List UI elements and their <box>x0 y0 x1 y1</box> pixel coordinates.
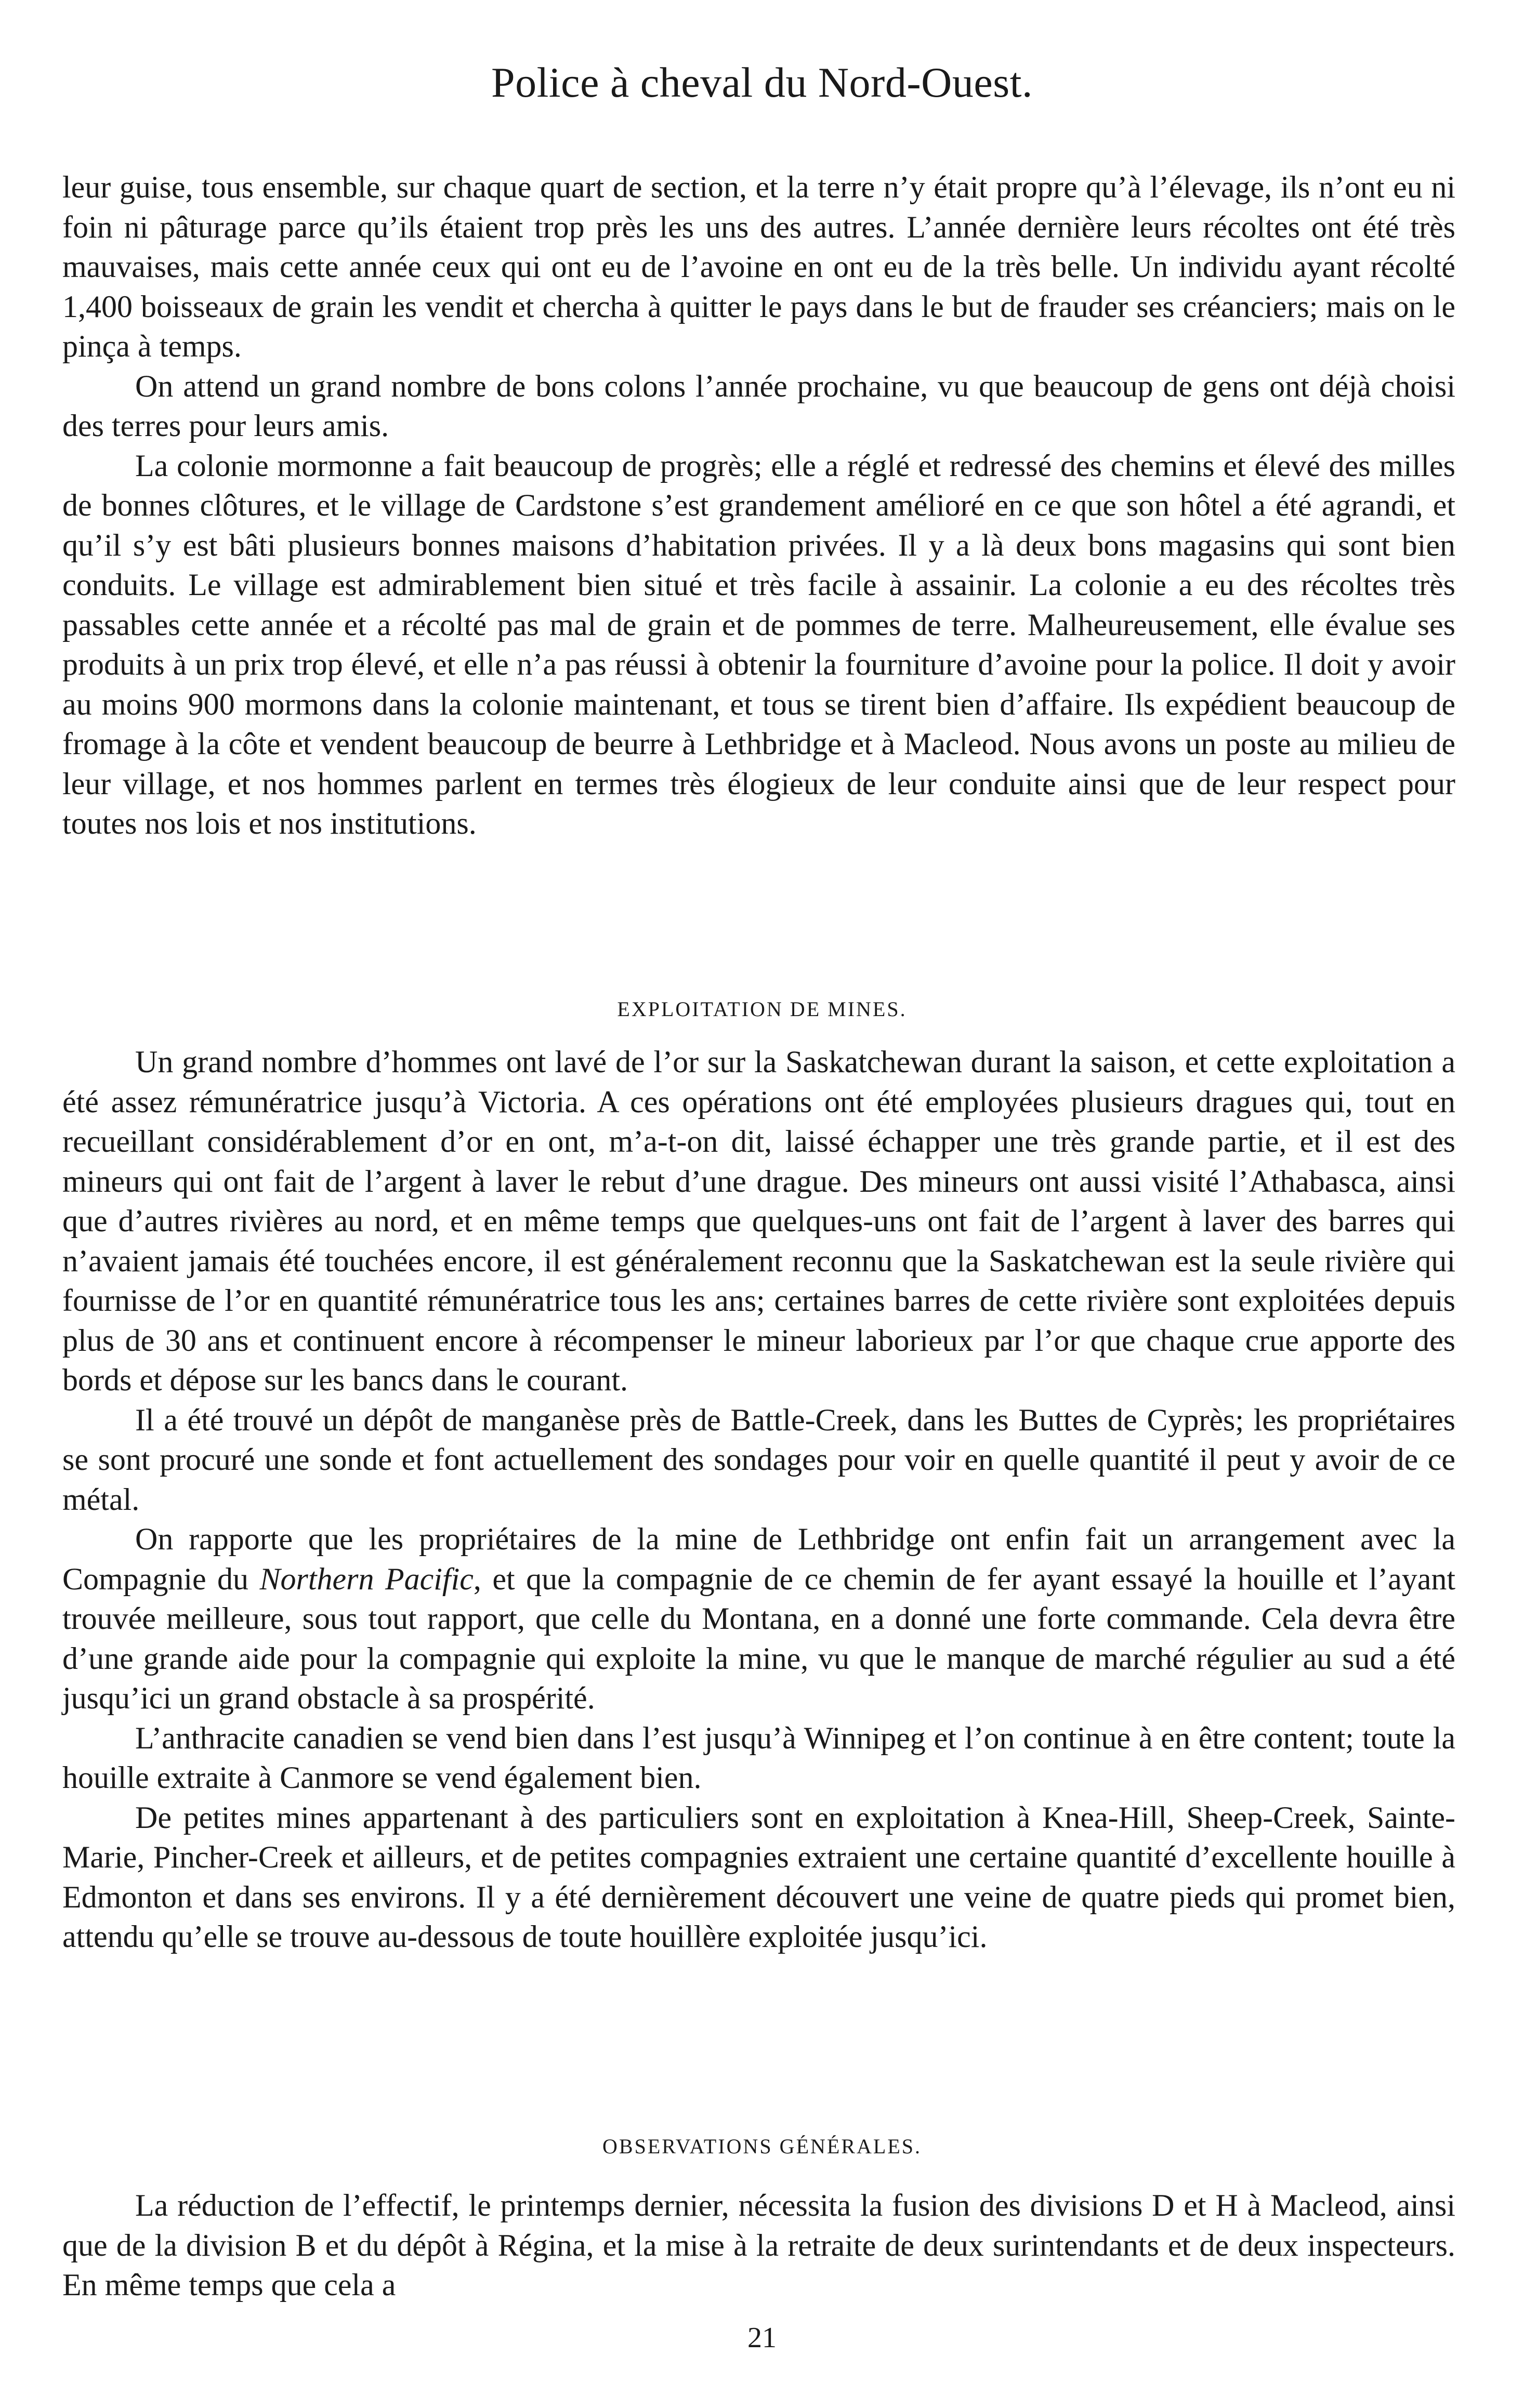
body-section-mines <box>62 1042 1455 1957</box>
paragraph: De petites mines appartenant à des particuliers sont en exploitation à Knea-Hill, Sheep-Creek, Sainte-Marie, Pincher-Creek et ailleurs, et de petites compagnies extraient une certaine quantité d’excellente houille à Edmonton et dans ses environs. Il y a été dernièrement découvert une veine de quatre pieds qui promet bien, attendu qu’elle se trouve au-dessous de toute houillère exploitée jusqu’ici. <box>62 1800 1455 1954</box>
body-section-observations <box>62 2186 1455 2305</box>
paragraph-text: , et que la compagnie de ce chemin de fer ayant essayé la houille et l’ayant trouvée meilleure, sous tout rapport, que celle du Montana, en a donné une forte commande. Cela devra être d’une grande aide pour la compagnie qui exploite la mine, vu que le manque de marché régulier au sud a été jusqu’ici un grand obstacle à sa prospérité. <box>62 1561 1455 1715</box>
body-section-colonies <box>62 167 1455 844</box>
section-heading-mines: EXPLOITATION DE MINES. <box>617 997 907 1021</box>
section-heading-observations: OBSERVATIONS GÉNÉRALES. <box>602 2135 922 2158</box>
paragraph: On attend un grand nombre de bons colons l’année prochaine, vu que beaucoup de gens ont déjà choisi des terres pour leurs amis. <box>62 369 1455 443</box>
page-number: 21 <box>747 2322 777 2354</box>
paragraph <box>62 1519 1455 1718</box>
paragraph: La colonie mormonne a fait beaucoup de progrès; elle a réglé et redressé des chemins et élevé des milles de bonnes clôtures, et le village de Cardstone s’est grandement amélioré en ce que son hôtel a été agrandi, et qu’il s’y est bâti plusieurs bonnes maisons d’habitation privées. Il y a là deux bons magasins qui sont bien conduits. Le village est admirablement bien situé et très facile à assainir. La colonie a eu des récoltes très passables cette année et a récolté pas mal de grain et de pommes de terre. Malheureusement, elle évalue ses produits à un prix trop élevé, et elle n’a pas réussi à obtenir la fourniture d’avoine pour la police. Il doit y avoir au moins 900 mormons dans la colonie maintenant, et tous se tirent bien d’affaire. Ils expédient beaucoup de fromage à la côte et vendent beaucoup de beurre à Lethbridge et à Macleod. Nous avons un poste au milieu de leur village, et nos hommes parlent en termes très élogieux de leur conduite ainsi que de leur respect pour toutes nos lois et nos institutions. <box>62 448 1455 840</box>
paragraph-text: On rapporte que les propriétaires de la mine de Lethbridge ont enfin fait un arrangement avec la Compagnie du <box>62 1522 1455 1596</box>
company-name-italic: Northern Pacific <box>259 1561 474 1596</box>
running-head: Police à cheval du Nord-Ouest. <box>491 59 1033 106</box>
paragraph: Il a été trouvé un dépôt de manganèse près de Battle-Creek, dans les Buttes de Cyprès; les propriétaires se sont procuré une sonde et font actuellement des sondages pour voir en quelle quantité il peut y avoir de ce métal. <box>62 1402 1455 1517</box>
paragraph: L’anthracite canadien se vend bien dans l’est jusqu’à Winnipeg et l’on continue à en être content; toute la houille extraite à Canmore se vend également bien. <box>62 1720 1455 1795</box>
paragraph: Un grand nombre d’hommes ont lavé de l’or sur la Saskatchewan durant la saison, et cette exploitation a été assez rémunératrice jusqu’à Victoria. A ces opérations ont été employées plusieurs dragues qui, tout en recueillant considérablement d’or en ont, m’a-t-on dit, laissé échapper une très grande partie, et il est des mineurs qui ont fait de l’argent à laver le rebut d’une drague. Des mineurs ont aussi visité l’Athabasca, ainsi que d’autres rivières au nord, et en même temps que quelques-uns ont fait de l’argent à laver des barres qui n’avaient jamais été touchées encore, il est généralement reconnu que la Saskatchewan est la seule rivière qui fournisse de l’or en quantité rémunératrice tous les ans; certaines barres de cette rivière sont exploitées depuis plus de 30 ans et continuent encore à récompenser le mineur laborieux par l’or que chaque crue apporte des bords et dépose sur les bancs dans le courant. <box>62 1045 1455 1397</box>
paragraph: leur guise, tous ensemble, sur chaque quart de section, et la terre n’y était propre qu’à l’élevage, ils n’ont eu ni foin ni pâturage parce qu’ils étaient trop près les uns des autres. L’année dernière leurs récoltes ont été très mauvaises, mais cette année ceux qui ont eu de l’avoine en ont eu de la très belle. Un individu ayant récolté 1,400 boisseaux de grain les vendit et chercha à quitter le pays dans le but de frauder ses créanciers; mais on le pinça à temps. <box>62 170 1455 363</box>
paragraph: La réduction de l’effectif, le printemps dernier, nécessita la fusion des divisions D et H à Macleod, ainsi que de la division B et du dépôt à Régina, et la mise à la retraite de deux surintendants et de deux inspecteurs. En même temps que cela a <box>62 2188 1455 2302</box>
